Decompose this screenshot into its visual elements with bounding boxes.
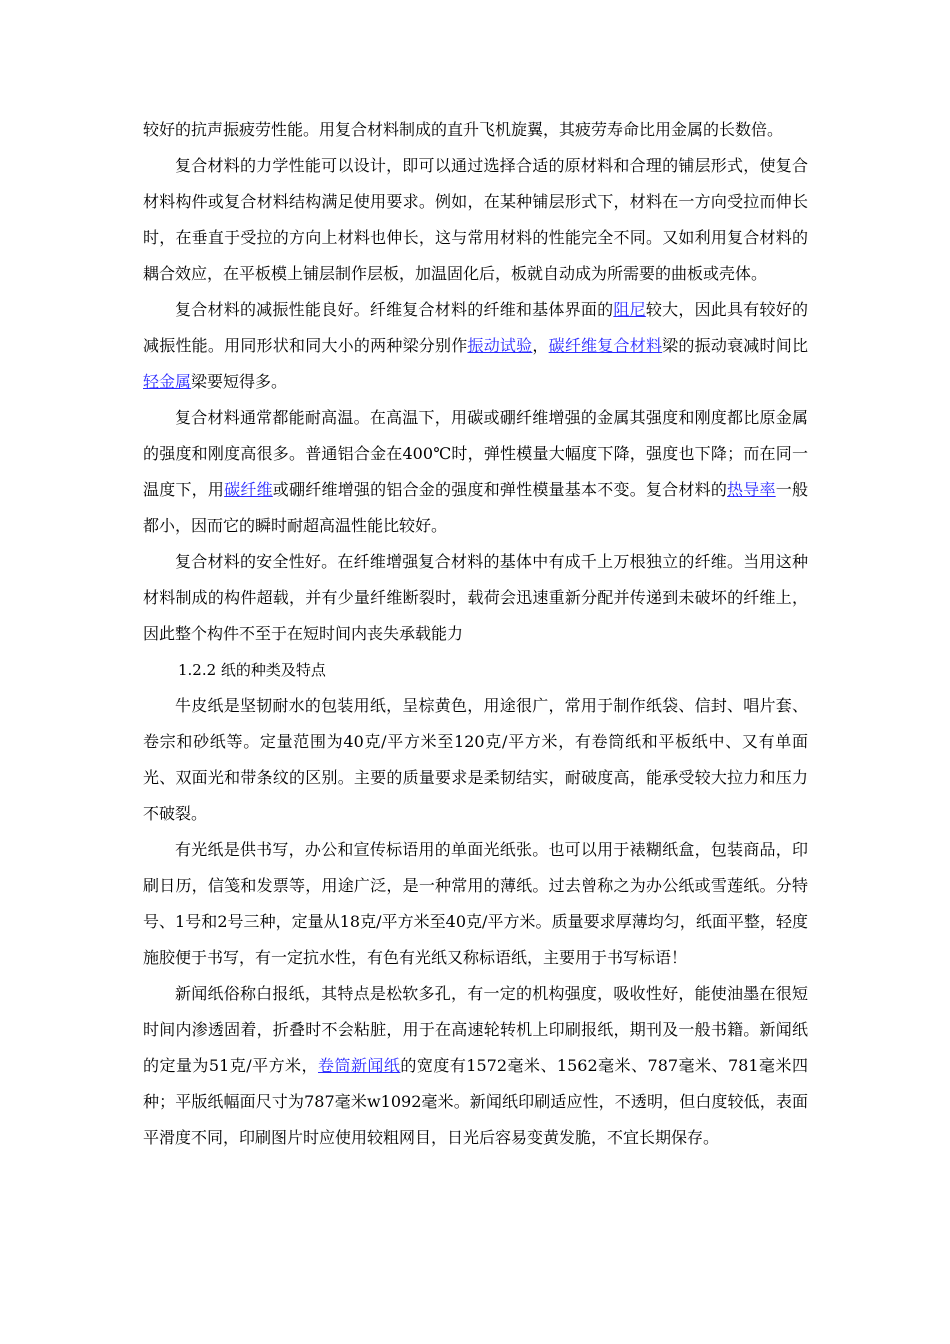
paragraph-text: 较大，因此具有较好的减振性能。用同形状和同大小的两种梁分别作 [143,300,808,355]
paragraph-text: 复合材料通常都能耐高温。在高温下，用碳或硼纤维增强的金属其强度和刚度都比原金属的强度和刚度高很多。普通铝合金在400℃时，弹性模量大幅度下降，强度也下降；而在同一温度下，用 [143,408,808,499]
paragraph-text: 较好的抗声振疲劳性能。用复合材料制成的直升飞机旋翼，其疲劳寿命比用金属的长数倍。 [143,120,784,139]
link-carbon-fiber-composite[interactable]: 碳纤维复合材料 [548,336,663,355]
paragraph-text: 或硼纤维增强的铝合金的强度和弹性模量基本不变。复合材料的 [272,480,728,499]
link-carbon-fiber[interactable]: 碳纤维 [224,480,273,499]
paragraph-glazed-paper [143,832,808,976]
heading-text: 1.2.2 纸的种类及特点 [178,661,326,679]
paragraph-design [143,148,808,292]
paragraph-fatigue [143,112,808,148]
paragraph-safety [143,544,808,652]
paragraph-text: 梁要短得多。 [191,372,288,391]
link-thermal-conductivity[interactable]: 热导率 [727,480,776,499]
paragraph-text: 复合材料的安全性好。在纤维增强复合材料的基体中有成千上万根独立的纤维。当用这种材料制成的构件超载，并有少量纤维断裂时，载荷会迅速重新分配并传递到未破坏的纤维上，因此整个构件不至于在短时间内丧失承载能力 [143,552,808,643]
paragraph-text: 复合材料的减振性能良好。纤维复合材料的纤维和基体界面的 [175,300,614,319]
paragraph-damping [143,292,808,400]
paragraph-text: 有光纸是供书写，办公和宣传标语用的单面光纸张。也可以用于裱糊纸盒，包装商品，印刷日历，信笺和发票等，用途广泛，是一种常用的薄纸。过去曾称之为办公纸或雪莲纸。分特号、1号和2号三种，定量从18克/平方米至40克/平方米。质量要求厚薄均匀，纸面平整，轻度施胶便于书写，有一定抗水性，有色有光纸又称标语纸，主要用于书写标语！ [143,840,808,967]
paragraph-text: 梁的振动衰减时间比 [662,336,808,355]
paragraph-text: 复合材料的力学性能可以设计，即可以通过选择合适的原材料和合理的铺层形式，使复合材料构件或复合材料结构满足使用要求。例如，在某种铺层形式下，材料在一方向受拉而伸长时，在垂直于受拉的方向上材料也伸长，这与常用材料的性能完全不同。又如利用复合材料的耦合效应，在平板模上铺层制作层板，加温固化后，板就自动成为所需要的曲板或壳体。 [143,156,808,283]
link-light-metal[interactable]: 轻金属 [143,372,192,391]
link-roll-newsprint[interactable]: 卷筒新闻纸 [318,1056,401,1075]
link-damping[interactable]: 阻尼 [613,300,646,319]
section-heading [143,652,808,688]
paragraph-newsprint [143,976,808,1156]
paragraph-high-temp [143,400,808,544]
paragraph-kraft-paper [143,688,808,832]
document-body [143,112,808,1156]
paragraph-text: 一般都小，因而它的瞬时耐超高温性能比较好。 [143,480,808,535]
paragraph-text: 牛皮纸是坚韧耐水的包装用纸，呈棕黄色，用途很广，常用于制作纸袋、信封、唱片套、卷宗和砂纸等。定量范围为40克/平方米至120克/平方米，有卷筒纸和平板纸中、又有单面光、双面光和带条纹的区别。主要的质量要求是柔韧结实，耐破度高，能承受较大拉力和压力不破裂。 [143,696,808,823]
paragraph-text: ， [532,336,549,355]
paragraph-text: 的宽度有1572毫米、1562毫米、787毫米、781毫米四种；平版纸幅面尺寸为787毫米w1092毫米。新闻纸印刷适应性，不透明，但白度较低，表面平滑度不同，印刷图片时应使用较粗网目，日光后容易变黄发脆，不宜长期保存。 [143,1056,808,1147]
link-vibration-test[interactable]: 振动试验 [467,336,533,355]
paragraph-text: 新闻纸俗称白报纸，其特点是松软多孔，有一定的机构强度，吸收性好，能使油墨在很短时间内渗透固着，折叠时不会粘脏，用于在高速轮转机上印刷报纸，期刊及一般书籍。新闻纸的定量为51克/平方米， [143,984,808,1075]
